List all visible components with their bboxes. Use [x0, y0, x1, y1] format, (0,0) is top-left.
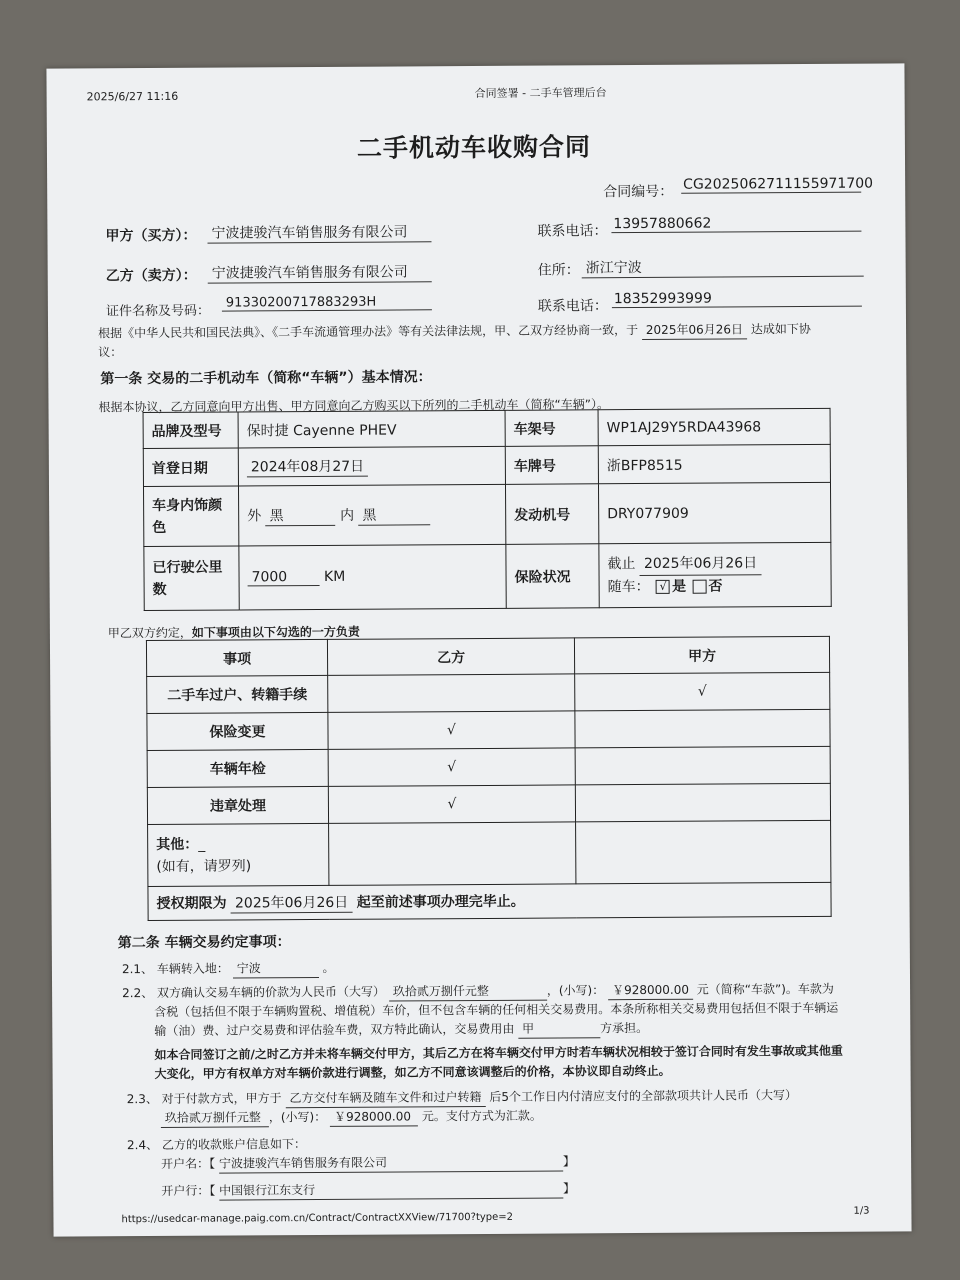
intro-text-2: 达成如下协 — [750, 321, 811, 337]
row-buyer-check[interactable]: √ — [575, 672, 830, 711]
page-number: 1/3 — [853, 1205, 870, 1217]
no-label: 否 — [708, 578, 723, 595]
price-upper: 玖拾贰万捌仟元整 — [389, 982, 547, 1002]
contract-page — [46, 63, 911, 1236]
row-seller-check[interactable]: √ — [328, 711, 575, 750]
clause-2-2-line3 — [154, 1019, 648, 1041]
intro-date: 2025年06月26日 — [642, 320, 747, 340]
mileage-label-2: 数 — [152, 581, 167, 598]
clause-2-4 — [127, 1135, 306, 1154]
plate-value: 浙BFP8515 — [598, 444, 830, 483]
contract-title: 二手机动车收购合同 — [356, 132, 592, 163]
clause-2-3-b: 后5个工作日内付清应支付的全部款项共计人民币（大写） — [489, 1088, 798, 1104]
interior-label: 内 — [340, 507, 355, 524]
buyer-name: 宁波捷骏汽车销售服务有限公司 — [207, 221, 431, 243]
interior-value: 黑 — [358, 504, 430, 525]
yes-checkbox[interactable]: √ — [656, 580, 670, 594]
address: 浙江宁波 — [582, 256, 864, 279]
insurance-until-label: 截止 — [607, 556, 636, 573]
price-lower: ￥928000.00 — [608, 981, 693, 1001]
seller-phone: 18352993999 — [612, 290, 862, 309]
clause-2-2-b: ，(小写)： — [546, 983, 605, 998]
clause-2-3-line2 — [161, 1107, 542, 1128]
clause-2-2-a: 双方确认交易车辆的价款为人民币（大写） — [156, 984, 386, 1000]
color-label — [143, 486, 238, 547]
engine-value: DRY077909 — [598, 482, 830, 543]
insurance-cell — [599, 542, 831, 607]
clause-2-3-no: 2.3、 — [126, 1091, 158, 1107]
payment-condition: 乙方交付车辆及随车文件和过户转籍 — [285, 1088, 485, 1108]
clause-2-1-text: 车辆转入地： — [156, 961, 229, 976]
other-cell — [148, 823, 329, 886]
article2-heading: 第二条 车辆交易约定事项： — [117, 934, 291, 952]
vin-label: 车架号 — [505, 410, 598, 447]
mileage-value: 7000 — [248, 569, 320, 586]
col-seller-header: 乙方 — [327, 638, 574, 676]
address-label: 住所： — [537, 262, 580, 279]
table-row — [147, 709, 830, 750]
print-url: https://usedcar-manage.paig.com.cn/Contract/ContractXXView/71700?type=2 — [121, 1211, 514, 1226]
id-label: 证件名称及号码： — [105, 303, 210, 320]
mileage-label-1: 已行驶公里 — [152, 559, 223, 576]
seller-name: 宁波捷骏汽车销售服务有限公司 — [208, 261, 432, 283]
insurance-until-value: 2025年06月26日 — [640, 552, 761, 576]
with-car-label: 随车： — [607, 578, 650, 596]
row-seller-check[interactable]: √ — [328, 785, 575, 824]
col-buyer-header: 甲方 — [574, 636, 829, 674]
account-bank: 中国银行江东支行 — [219, 1179, 563, 1200]
table-row — [147, 672, 830, 713]
clause-2-3-d: 元。支付方式为汇款。 — [421, 1108, 542, 1124]
seller-phone-label: 联系电话： — [537, 298, 608, 315]
other-seller-cell[interactable] — [329, 822, 576, 886]
yes-label: 是 — [672, 578, 687, 595]
table-row-other — [148, 820, 831, 886]
buyer-phone-label: 联系电话： — [537, 223, 608, 240]
other-label: 其他： — [156, 836, 199, 853]
vehicle-info-table — [143, 408, 832, 611]
clause-2-1-end: 。 — [322, 960, 335, 975]
article1-desc: 根据本协议，乙方同意向甲方出售、甲方同意向乙方购买以下所列的二手机动车（简称“车辆”）。 — [98, 397, 609, 415]
mileage-cell — [239, 544, 506, 610]
buyer-label: 甲方（买方）： — [105, 227, 197, 245]
exterior-label: 外 — [247, 508, 262, 525]
account-name: 宁波捷骏汽车销售服务有限公司 — [219, 1152, 563, 1173]
other-buyer-cell[interactable] — [576, 820, 831, 884]
reg-date-label: 首登日期 — [143, 448, 238, 487]
account-bank-row: 开户行：【 中国银行江东支行 】 — [161, 1179, 575, 1201]
vin-value: WP1AJ29Y5RDA43968 — [598, 408, 830, 445]
brand-value: 保时捷 Cayenne PHEV — [238, 410, 505, 448]
responsibility-intro-b: 如下事项由以下勾选的一方负责 — [191, 624, 360, 640]
color-label-1: 车身内饰颜 — [152, 497, 223, 514]
buyer-phone: 13957880662 — [611, 215, 861, 234]
reg-date-value: 2024年08月27日 — [247, 456, 368, 478]
payment-upper: 玖拾贰万捌仟元整 — [161, 1108, 269, 1128]
responsibility-intro-a: 甲乙双方约定， — [107, 625, 192, 641]
engine-label: 发动机号 — [505, 484, 598, 545]
color-cell — [238, 484, 505, 546]
clause-2-4-text: 乙方的收款账户信息如下： — [161, 1137, 306, 1152]
other-value: _ — [198, 836, 206, 853]
print-page-title: 合同签署 - 二手车管理后台 — [474, 86, 607, 101]
contract-no: CG2025062711155971700 — [683, 175, 874, 193]
account-name-label: 开户名： — [161, 1156, 210, 1171]
clause-2-1 — [122, 959, 335, 979]
id-number: 91330200717883293H — [222, 294, 432, 311]
auth-label: 授权期限为 — [156, 895, 227, 912]
auth-period-cell — [148, 882, 831, 920]
insurance-label: 保险状况 — [506, 544, 599, 609]
clause-2-3-c: ，(小写)： — [268, 1109, 327, 1125]
row-buyer-check[interactable] — [575, 746, 830, 785]
mileage-unit: KM — [323, 568, 346, 585]
intro-text-3: 议： — [98, 345, 123, 360]
plate-label: 车牌号 — [505, 446, 598, 485]
seller-label: 乙方（卖方）： — [105, 267, 197, 285]
account-bank-label: 开户行： — [161, 1183, 210, 1198]
no-checkbox[interactable] — [692, 580, 706, 594]
clause-2-2-line2: 含税（包括但不限于车辆购置税、增值税）车价，但不包含车辆的任何相关交易费用。本条所称相关交易费用包括但不限于车辆运 — [154, 1000, 839, 1019]
clause-2-1-no: 2.1、 — [121, 961, 154, 977]
article1-heading: 第一条 交易的二手机动车（简称“车辆”）基本情况： — [100, 369, 432, 388]
payment-lower: ￥928000.00 — [330, 1107, 418, 1127]
contract-no-label: 合同编号： — [603, 183, 674, 201]
clause-2-2-bold-1: 如本合同签订之前/之时乙方并未将车辆交付甲方，其后乙方在将车辆交付甲方时若车辆状况相较于签订合同时有发生事故或其他重 — [154, 1043, 843, 1062]
clause-2-2-c: 元（简称“车款”)。车款为 — [696, 981, 834, 997]
row-item: 车辆年检 — [147, 749, 328, 787]
row-buyer-check[interactable] — [575, 783, 830, 822]
clause-2-3-line1 — [127, 1086, 797, 1109]
intro-text-1: 根据《中华人民共和国民法典》、《二手车流通管理办法》等有关法律法规，甲、乙双方经协商一致，于 — [98, 323, 639, 341]
brand-label: 品牌及型号 — [143, 412, 238, 449]
col-item-header: 事项 — [146, 639, 327, 676]
intro-text — [98, 320, 811, 343]
other-note: (如有，请罗列) — [156, 857, 252, 875]
row-item: 违章处理 — [147, 786, 328, 824]
color-label-2: 色 — [152, 519, 167, 536]
clause-2-3-a: 对于付款方式，甲方于 — [161, 1091, 282, 1106]
print-timestamp: 2025/6/27 11:16 — [86, 89, 179, 104]
responsibility-table — [146, 636, 832, 921]
table-row — [147, 783, 830, 824]
auth-suffix: 起至前述事项办理完毕止。 — [356, 893, 525, 911]
reg-date-cell — [238, 446, 505, 486]
auth-date: 2025年06月26日 — [231, 892, 352, 914]
account-name-row: 开户名：【 宁波捷骏汽车销售服务有限公司 】 — [161, 1152, 575, 1174]
exterior-value: 黑 — [266, 505, 336, 526]
row-item: 二手车过户、转籍手续 — [147, 675, 328, 713]
fee-payer: 甲 — [518, 1019, 600, 1039]
clause-2-2-bold-2: 大变化，甲方有权单方对车辆价款进行调整，如乙方不同意该调整后的价格，本协议即自动终止。 — [154, 1063, 671, 1081]
row-item: 保险变更 — [147, 712, 328, 750]
mileage-label — [144, 546, 239, 611]
row-buyer-check[interactable] — [575, 709, 830, 748]
clause-2-2-line3a: 输（油）费、过户交易费和评估验车费，双方特此确认，交易费用由 — [154, 1021, 515, 1038]
destination-value: 宁波 — [233, 959, 319, 979]
clause-2-4-no: 2.4、 — [126, 1137, 159, 1153]
clause-2-2-no: 2.2、 — [122, 985, 154, 1001]
row-seller-check[interactable]: √ — [328, 748, 575, 787]
table-row — [147, 746, 830, 787]
row-seller-check[interactable] — [328, 674, 575, 713]
clause-2-2-line3b: 方承担。 — [600, 1020, 649, 1036]
